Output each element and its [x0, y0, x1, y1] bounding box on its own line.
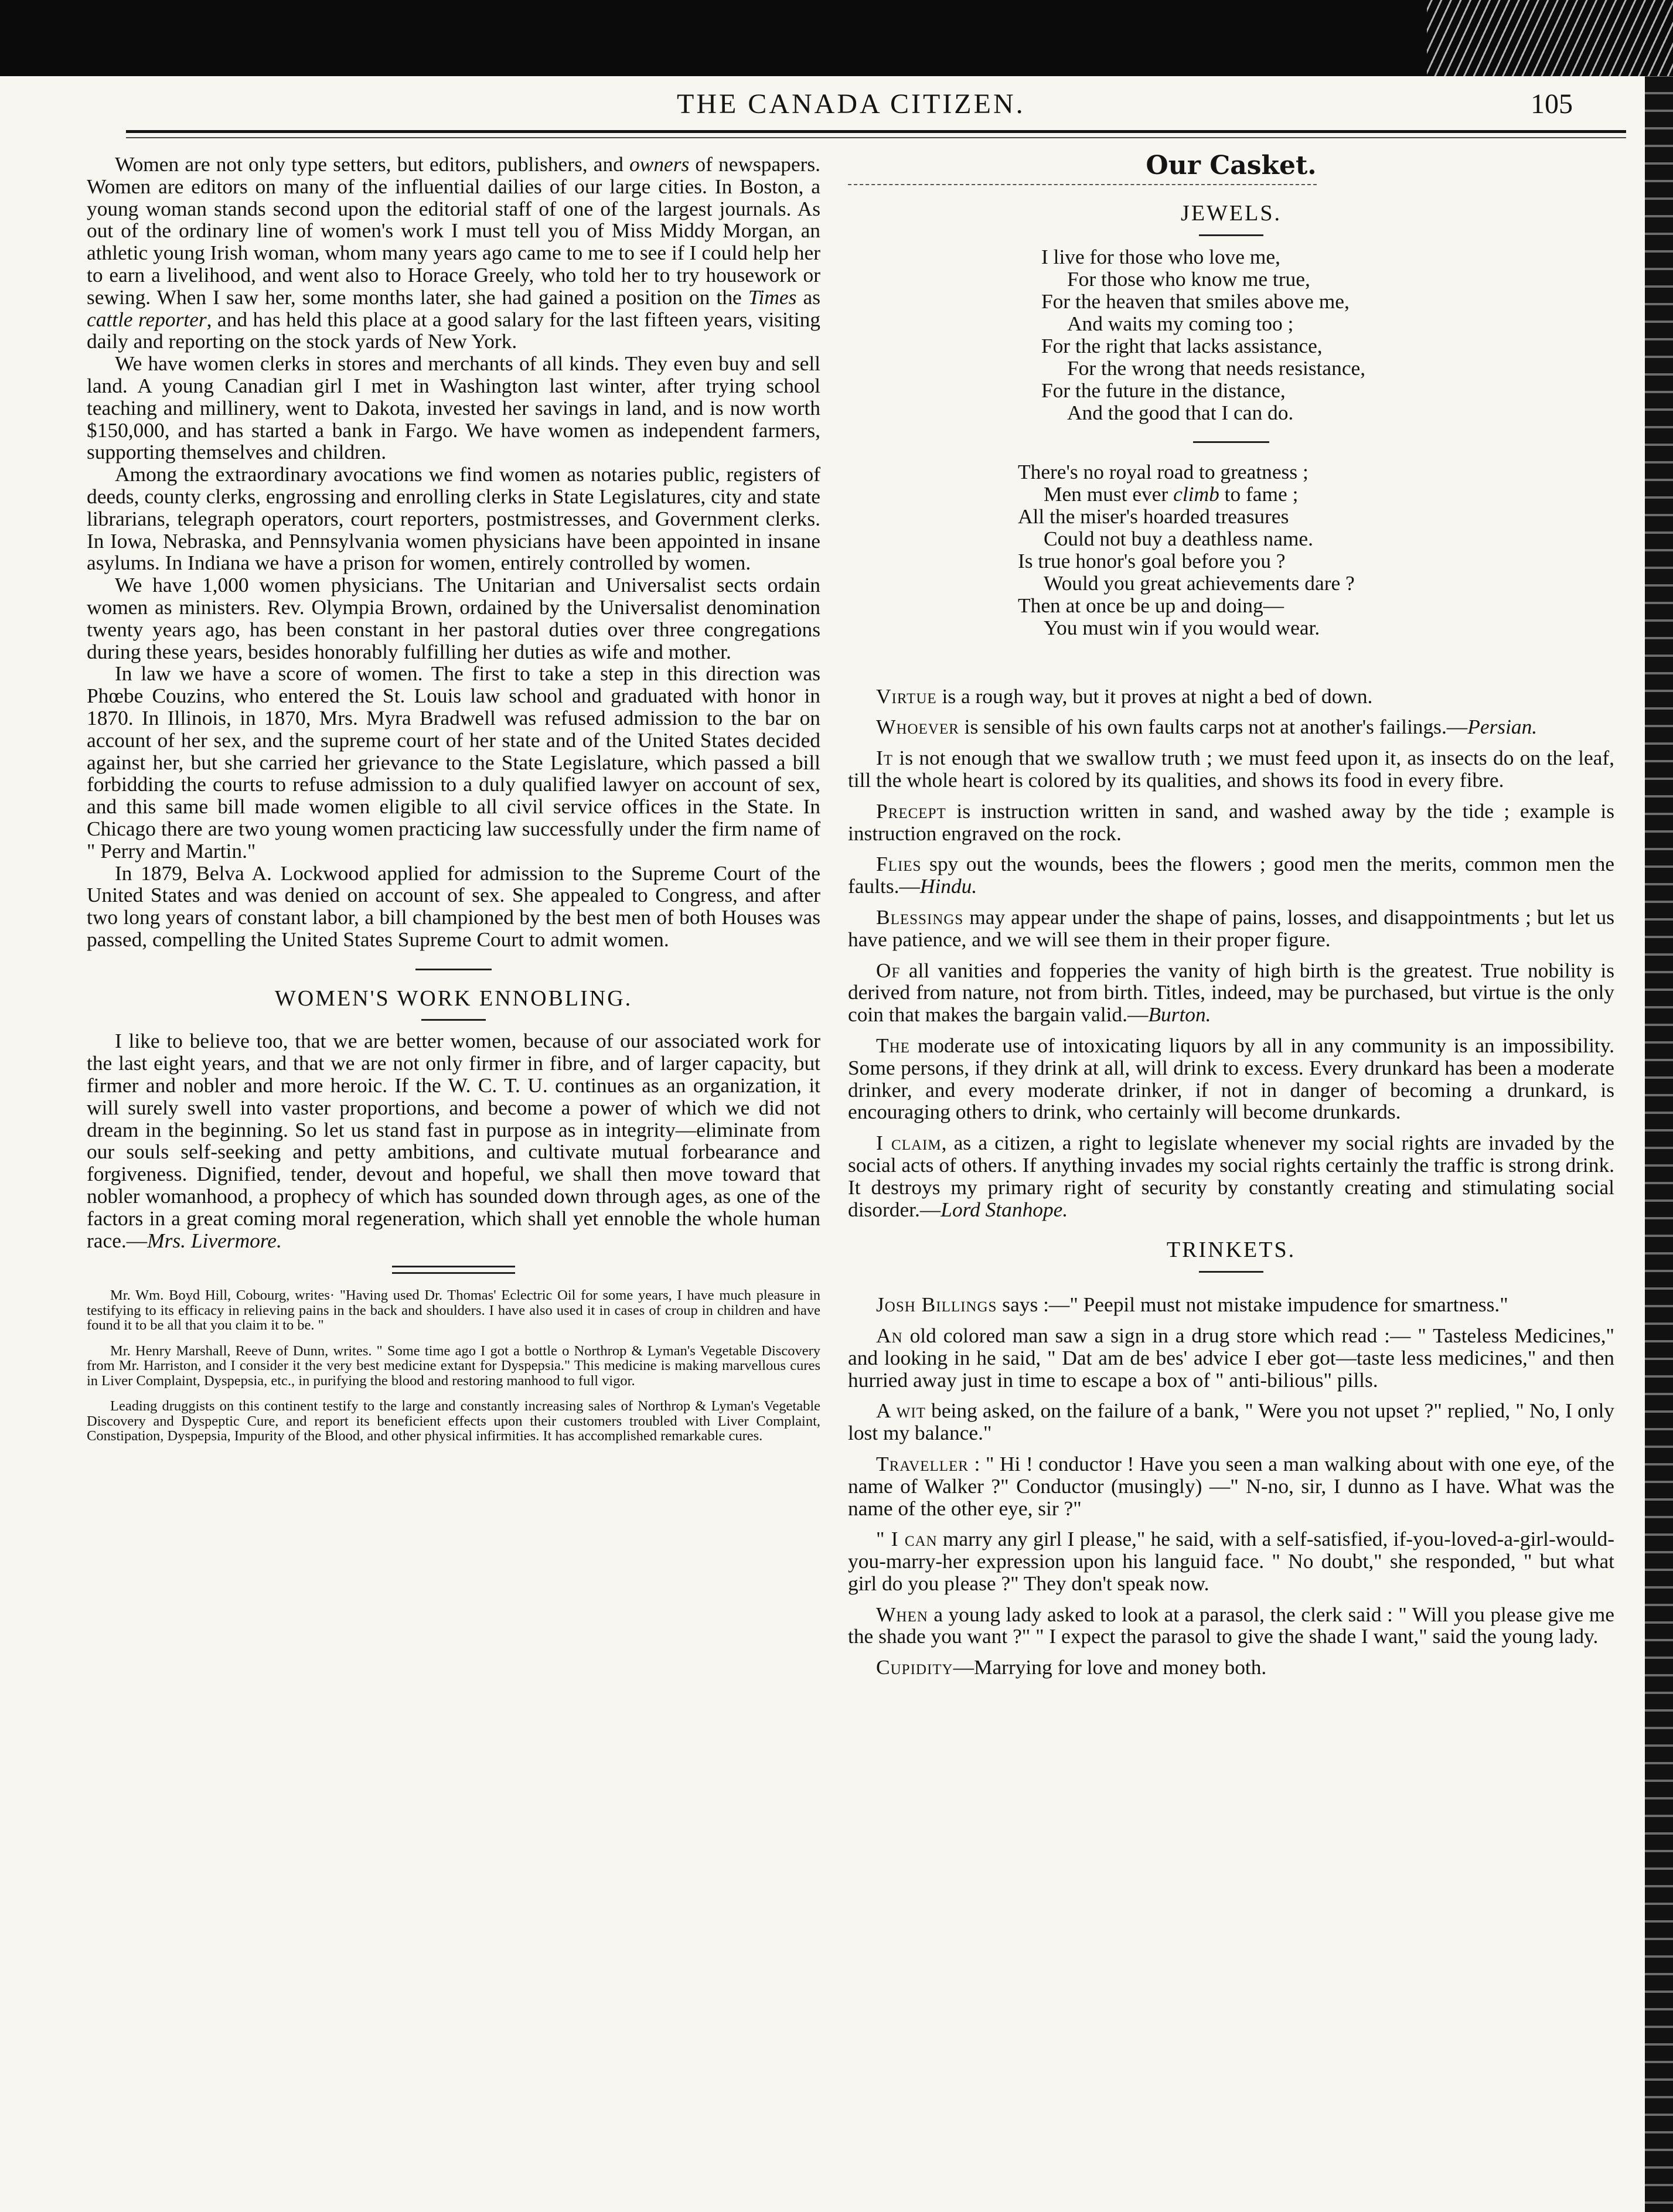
section-title-casket: Our Casket. [1146, 151, 1317, 180]
jewel-item: Blessings may appear under the shape of pains, losses, and disappointments ; but let us have patience, and we will see them in their proper figure. [848, 905, 1614, 951]
poem-line: All the miser's hoarded treasures [1018, 504, 1289, 528]
poem-line: Men must ever climb to fame ; [1044, 482, 1299, 506]
article-paragraph: In 1879, Belva A. Lockwood applied for admission to the Supreme Court of the United States and was denied on account of sex. She appealed to Congress, and after two long years of constant labor, a bill championed by the best men of both Houses was passed, compelling the United States Supreme Court to admit women. [87, 861, 820, 951]
article-paragraph: Among the extraordinary avocations we find women as notaries public, registers of deeds, county clerks, engrossing and enrolling clerks in State Legislatures, city and state librarians, telegraph operators, court reporters, postmistresses, and Government clerks. In Iowa, Nebraska, and Pennsylvania women physicians have been appointed in insane asylums. In Indiana we have a prison for women, entirely controlled by women. [87, 462, 820, 575]
jewel-item: Virtue is a rough way, but it proves at night a bed of down. [876, 684, 1373, 708]
jewel-item: Whoever is sensible of his own faults carps not at another's failings.—Persian. [876, 715, 1538, 739]
poem-line: For the right that lacks assistance, [1041, 333, 1323, 357]
trinket-item: Traveller : " Hi ! conductor ! Have you seen a man walking about with one eye, of the name of Walker ?" Conductor (musingly) —" N-no, sir, I dunno as I have. What was the name of the other eye, sir ?" [848, 1451, 1614, 1520]
poem-line: For the future in the distance, [1041, 378, 1286, 402]
section-heading: WOMEN'S WORK ENNOBLING. [274, 986, 633, 1011]
trinket-item: An old colored man saw a sign in a drug store which read :— " Tasteless Medicines," and looking in he said, " Dat am de bes' advice I eber got—taste less medicines," and then hurried away just in time to escape a box of " anti-bilious" pills. [848, 1323, 1614, 1392]
poem-line: Then at once be up and doing— [1018, 593, 1284, 617]
poem-line: For those who know me true, [1067, 267, 1310, 291]
dashed-rule [848, 184, 1317, 185]
trinket-item: " I can marry any girl I please," he said, with a self-satisfied, if-you-loved-a-girl-would-you-marry-her expression upon his languid face. " No doubt," she responded, " but what girl do you please ?" They don't speak now. [848, 1527, 1614, 1595]
poem-two [1018, 461, 1614, 639]
trinket-item: A wit being asked, on the failure of a bank, " Were you not upset ?" replied, " No, I only lost my balance." [848, 1399, 1614, 1445]
trinket-item: Josh Billings says :—" Peepil must not mistake impudence for smartness." [876, 1293, 1508, 1317]
article-paragraph: I like to believe too, that we are better women, because of our associated work for the last eight years, and that we are not only firmer in fibre, and of larger capacity, but firmer and nobler and more heroic. If the W. C. T. U. continues as an organization, it will surely swell into vaster proportions, and become a power of which we did not dream in the beginning. So let us stand fast in purpose as in integrity—eliminate from our souls self-seeking and petty ambitions, and cultivate mutual forbearance and forgiveness. Dignified, tender, devout and hopeful, we shall then move toward that nobler womanhood, a prophecy of which has sounded down through ages, as one of the factors in a great coming moral regeneration, which shall yet ennoble the whole human race.—Mrs. Livermore. [87, 1029, 820, 1252]
poem-one [1041, 246, 1614, 424]
scan-top-border [0, 0, 1673, 76]
double-divider [392, 1266, 515, 1274]
section-heading-trinkets: TRINKETS. [1166, 1238, 1296, 1263]
article-paragraph: We have women clerks in stores and merchants of all kinds. They even buy and sell land. A young Canadian girl I met in Washington last winter, after trying school teaching and millinery, went to Dakota, invested her savings in land, and is now worth $150,000, and has started a bank in Fargo. We have women as independent farmers, supporting themselves and children. [87, 352, 820, 464]
jewel-item: It is not enough that we swallow truth ; we must feed upon it, as insects do on the leaf, till the whole heart is colored by its qualities, and shows its food in every fibre. [848, 746, 1614, 792]
section-heading-jewels: JEWELS. [1181, 200, 1282, 226]
right-column [848, 151, 1615, 1688]
article-paragraph: Women are not only type setters, but editors, publishers, and owners of newspapers. Women are editors on many of the influential dailies of our large cities. In Boston, a young woman stands second upon the editorial staff of one of the largest journals. As out of the ordinary line of women's work I must tell you of Miss Middy Morgan, an athletic young Irish woman, whom many years ago came to me to see if I could help her to earn a livelihood, and went also to Horace Greely, who told her to try housework or sewing. When I saw her, some months later, she had gained a position on the Times as cattle reporter, and has held this place at a good salary for the last fifteen years, visiting daily and reporting on the stock yards of New York. [87, 152, 821, 353]
header-rule-thin [126, 137, 1626, 138]
advertisement: Mr. Henry Marshall, Reeve of Dunn, writes. " Some time ago I got a bottle o Northrop & Lyman's Vegetable Discovery from Mr. Harriston, and I consider it the very best medicine extant for Dyspepsia." This medicine is making marvellous cures in Liver Complaint, Dyspepsia, etc., in purifying the blood and restoring manhood to full vigor. [87, 1342, 820, 1389]
header-rule [126, 130, 1626, 133]
poem-line: For the wrong that needs resistance, [1067, 356, 1366, 380]
article-paragraph: In law we have a score of women. The first to take a step in this direction was Phœbe Couzins, who entered the St. Louis law school and graduated with honor in 1870. In Illinois, in 1870, Mrs. Myra Bradwell was refused admission to the bar on account of her sex, and the supreme court of her state and of the United States decided against her, but she carried her grievance to the State Legislature, which passed a bill forbidding the courts to refuse admission to a duly qualified lawyer on account of sex, and this same bill made women eligible to all civil service offices in the State. In Chicago there are two young women practicing law successfully under the firm name of " Perry and Martin." [87, 662, 820, 863]
poem-line: Would you great achievements dare ? [1044, 571, 1355, 595]
page-header [0, 88, 1673, 129]
scan-right-edge [1645, 76, 1673, 2212]
poem-line: You must win if you would wear. [1044, 615, 1320, 639]
poem-line: Is true honor's goal before you ? [1018, 548, 1286, 572]
heading-rule [1199, 1271, 1263, 1273]
poem-line: For the heaven that smiles above me, [1041, 289, 1350, 313]
poem-divider [1193, 441, 1269, 443]
jewel-item: Flies spy out the wounds, bees the flowers ; good men the merits, common men the faults.—Hindu. [848, 852, 1614, 898]
article-paragraph: We have 1,000 women physicians. The Unitarian and Universalist sects ordain women as ministers. Rev. Olympia Brown, ordained by the Universalist denomination twenty years ago, has been constant in her pastoral duties over three congregations during these years, besides honorably fulfilling her duties as wife and mother. [87, 573, 820, 663]
section-divider [415, 969, 492, 970]
poem-line: And the good that I can do. [1067, 400, 1294, 424]
page-number: 105 [1531, 88, 1573, 120]
poem-line: I live for those who love me, [1041, 244, 1280, 268]
left-column [87, 154, 820, 1454]
poem-line: Could not buy a deathless name. [1044, 526, 1313, 550]
advertisements [87, 1288, 820, 1444]
advertisement: Mr. Wm. Boyd Hill, Cobourg, writes· "Having used Dr. Thomas' Eclectric Oil for some years, I have much pleasure in testifying to its efficacy in relieving pains in the back and shoulders. I have also used it in cases of croup in children and have found it to be all that you claim it to be. " [87, 1287, 820, 1334]
masthead: THE CANADA CITIZEN. [677, 88, 1025, 120]
heading-rule [421, 1019, 486, 1021]
jewel-item: Of all vanities and fopperies the vanity of high birth is the greatest. True nobility is derived from nature, not from birth. Titles, indeed, may be purchased, but virtue is the only coin that makes the bargain valid.—Burton. [848, 958, 1614, 1027]
poem-line: There's no royal road to greatness ; [1018, 459, 1309, 483]
advertisement: Leading druggists on this continent testify to the large and constantly increasing sales of Northrop & Lyman's Vegetable Discovery and Dyspeptic Cure, and report its beneficient effects upon their customers troubled with Liver Complaint, Constipation, Dyspepsia, Impurity of the Blood, and other physical infirmities. It has accomplished remarkable cures. [87, 1398, 820, 1444]
scan-damage-corner [1427, 0, 1673, 76]
jewel-item: Precept is instruction written in sand, and washed away by the tide ; example is instruction engraved on the rock. [848, 799, 1614, 845]
heading-rule [1199, 234, 1263, 236]
trinket-item: When a young lady asked to look at a parasol, the clerk said : " Will you please give me the shade you want ?" " I expect the parasol to give the shade I want," said the young lady. [848, 1602, 1614, 1648]
poem-line: And waits my coming too ; [1067, 311, 1294, 335]
trinket-item: Cupidity—Marrying for love and money both. [876, 1655, 1267, 1679]
jewel-item: The moderate use of intoxicating liquors by all in any community is an impossibility. Some persons, if they drink at all, will drink to excess. Every drunkard has been a moderate drinker, and every moderate drinker, if not in danger of becoming a drunkard, is encouraging others to drink, who certainly will become drunkards. [848, 1033, 1614, 1124]
jewel-item: I claim, as a citizen, a right to legislate whenever my social rights are invaded by the social acts of others. If anything invades my social rights certainly the traffic is strong drink. It destroys my primary right of security by constantly creating and stimulating social disorder.—Lord Stanhope. [848, 1131, 1615, 1221]
